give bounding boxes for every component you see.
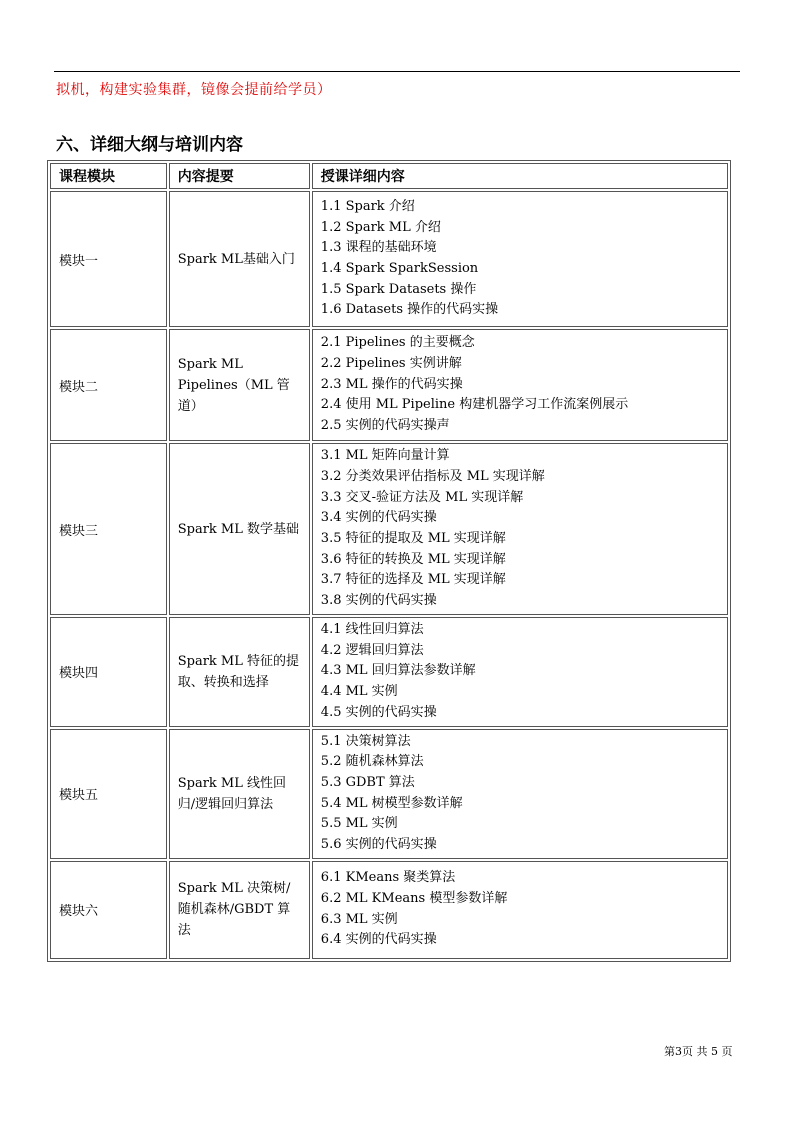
detail-item: 3.8 实例的代码实操 — [320, 593, 437, 609]
module-cell: 模块二 — [50, 329, 167, 441]
header-details: 授课详细内容 — [312, 163, 728, 189]
detail-item: 5.4 ML 树模型参数详解 — [320, 795, 463, 811]
detail-item: 6.2 ML KMeans 模型参数详解 — [320, 891, 508, 907]
detail-item: 1.3 课程的基础环境 — [320, 240, 437, 256]
summary-cell: Spark ML 决策树/随机森林/GBDT 算法 — [169, 861, 310, 959]
module-cell: 模块六 — [50, 861, 167, 959]
detail-item: 4.1 线性回归算法 — [320, 622, 424, 637]
table-row — [50, 329, 728, 441]
details-cell — [312, 443, 728, 615]
details-cell — [312, 861, 728, 959]
table-header-row — [50, 163, 728, 189]
details-cell — [312, 617, 728, 727]
detail-item: 4.2 逻辑回归算法 — [320, 642, 424, 658]
detail-item: 3.6 特征的转换及 ML 实现详解 — [320, 551, 506, 567]
detail-item: 5.3 GDBT 算法 — [320, 774, 415, 790]
table-row — [50, 191, 728, 327]
table-row — [50, 861, 728, 959]
section-title: 六、详细大纲与培训内容 — [56, 135, 243, 155]
page-number: 第3页 共 5 页 — [664, 1045, 733, 1058]
detail-item: 5.1 决策树算法 — [320, 733, 411, 749]
detail-item: 4.3 ML 回归算法参数详解 — [320, 663, 476, 679]
detail-item: 3.7 特征的选择及 ML 实现详解 — [320, 572, 506, 588]
header-rule — [54, 71, 740, 72]
module-cell: 模块一 — [50, 191, 167, 327]
module-cell: 模块三 — [50, 443, 167, 615]
summary-cell: Spark ML 线性回归/逻辑回归算法 — [169, 729, 310, 859]
detail-item: 6.3 ML 实例 — [320, 911, 398, 927]
detail-item: 3.5 特征的提取及 ML 实现详解 — [320, 531, 506, 546]
module-cell: 模块四 — [50, 617, 167, 727]
detail-item: 1.2 Spark ML 介绍 — [320, 219, 441, 235]
detail-item: 1.6 Datasets 操作的代码实操 — [320, 302, 499, 318]
detail-item: 2.2 Pipelines 实例讲解 — [320, 355, 462, 371]
header-module: 课程模块 — [50, 163, 167, 189]
detail-item: 3.2 分类效果评估指标及 ML 实现详解 — [320, 468, 545, 484]
red-note-text: 拟机，构建实验集群，镜像会提前给学员） — [56, 82, 332, 98]
table-row — [50, 443, 728, 615]
detail-item: 1.4 Spark SparkSession — [320, 261, 479, 276]
detail-item: 3.1 ML 矩阵向量计算 — [320, 448, 450, 464]
detail-item: 3.4 实例的代码实操 — [320, 510, 437, 526]
detail-item: 2.3 ML 操作的代码实操 — [320, 376, 463, 392]
detail-item: 3.3 交叉-验证方法及 ML 实现详解 — [320, 489, 524, 505]
detail-item: 1.5 Spark Datasets 操作 — [320, 281, 477, 297]
detail-item: 6.1 KMeans 聚类算法 — [320, 870, 456, 886]
course-outline-table — [47, 160, 731, 962]
summary-cell: Spark ML 数学基础 — [169, 443, 310, 615]
detail-item: 2.4 使用 ML Pipeline 构建机器学习工作流案例展示 — [320, 397, 629, 413]
module-cell: 模块五 — [50, 729, 167, 859]
header-summary: 内容提要 — [169, 163, 310, 189]
detail-item: 6.4 实例的代码实操 — [320, 932, 437, 948]
details-cell — [312, 729, 728, 859]
detail-item: 2.1 Pipelines 的主要概念 — [320, 335, 475, 351]
detail-item: 4.5 实例的代码实操 — [320, 704, 437, 720]
table-row — [50, 617, 728, 727]
detail-item: 2.5 实例的代码实操声 — [320, 418, 450, 434]
table-row — [50, 729, 728, 859]
detail-item: 1.1 Spark 介绍 — [320, 198, 415, 214]
summary-cell: Spark ML 特征的提取、转换和选择 — [169, 617, 310, 727]
details-cell — [312, 329, 728, 441]
detail-item: 5.5 ML 实例 — [320, 816, 398, 832]
summary-cell: Spark ML Pipelines（ML 管道） — [169, 329, 310, 441]
summary-cell: Spark ML基础入门 — [169, 191, 310, 327]
detail-item: 5.2 随机森林算法 — [320, 754, 424, 770]
detail-item: 4.4 ML 实例 — [320, 684, 398, 700]
detail-item: 5.6 实例的代码实操 — [320, 837, 437, 853]
details-cell — [312, 191, 728, 327]
